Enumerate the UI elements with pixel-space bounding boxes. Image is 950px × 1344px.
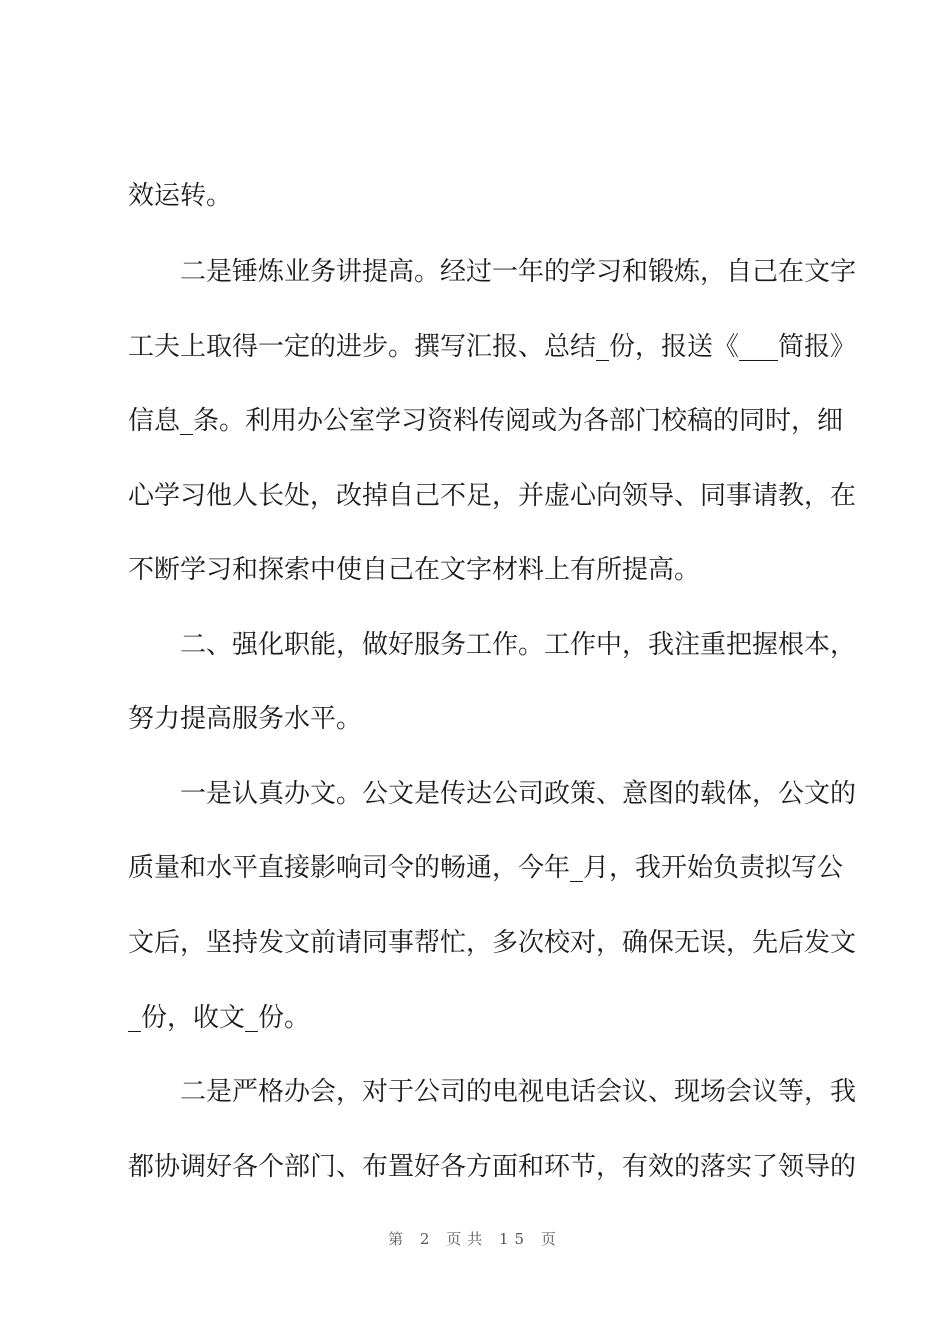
text-line: 不断学习和探索中使自己在文字材料上有所提高。 <box>128 555 701 585</box>
text-line: 努力提高服务水平。 <box>128 704 363 734</box>
paragraph-first-line: 二、强化职能，做好服务工作。工作中，我注重把握根本， <box>180 630 857 660</box>
paragraph-first-line: 二是锤炼业务讲提高。经过一年的学习和锻炼，自己在文字 <box>180 257 857 287</box>
page-number: 第 2 页共 15 页 <box>388 1230 562 1248</box>
text-line: 文后，坚持发文前请同事帮忙，多次校对，确保无误，先后发文 <box>128 928 857 958</box>
text-line: 质量和水平直接影响司令的畅通，今年_月，我开始负责拟写公 <box>128 853 844 883</box>
text-line: 效运转。 <box>128 181 233 211</box>
text-line: _份，收文_份。 <box>128 1003 311 1033</box>
text-line: 信息_条。利用办公室学习资料传阅或为各部门校稿的同时，细 <box>128 406 844 436</box>
text-line: 工夫上取得一定的进步。撰写汇报、总结_份，报送《___简报》 <box>128 332 857 362</box>
text-line: 心学习他人长处，改掉自己不足，并虚心向领导、同事请教，在 <box>128 481 857 511</box>
text-line: 都协调好各个部门、布置好各方面和环节，有效的落实了领导的 <box>128 1152 857 1182</box>
paragraph-first-line: 一是认真办文。公文是传达公司政策、意图的载体，公文的 <box>180 779 857 809</box>
paragraph-first-line: 二是严格办会，对于公司的电视电话会议、现场会议等，我 <box>180 1077 857 1107</box>
